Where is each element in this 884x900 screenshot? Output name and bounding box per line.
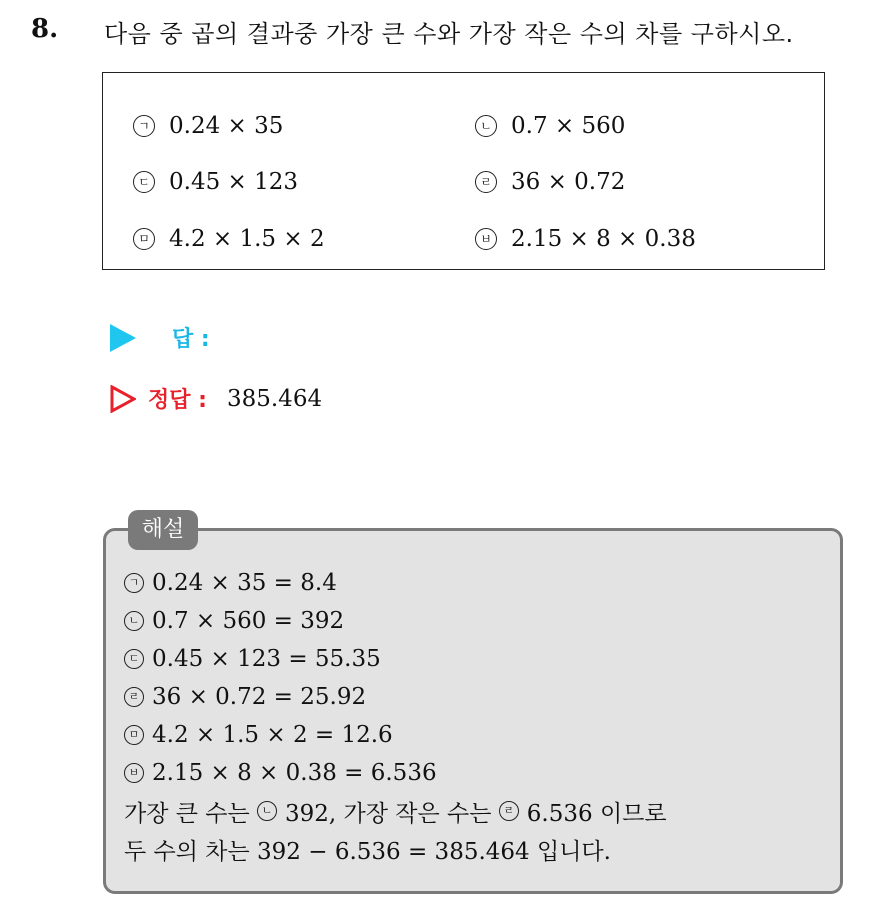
summary-text-b: 392, 가장 작은 수는 — [285, 800, 492, 827]
choice-expression: 4.2 × 1.5 × 2 — [169, 226, 325, 252]
explanation-text: 0.24 × 35 = 8.4 — [152, 570, 337, 596]
choice-mark: ㄱ — [133, 115, 155, 137]
choice-item — [475, 169, 625, 195]
explanation-mark: ㄷ — [124, 649, 144, 669]
question-number: 8. — [31, 14, 59, 44]
explanation-mark: ㅁ — [124, 725, 144, 745]
explanation-tab: 해설 — [128, 510, 198, 550]
choice-mark: ㅂ — [475, 228, 497, 250]
choice-expression: 0.45 × 123 — [169, 169, 299, 195]
explanation-mark: ㅂ — [124, 763, 144, 783]
outline-arrow-icon — [110, 385, 136, 413]
explanation-mark: ㄹ — [499, 801, 519, 821]
correct-answer-value: 385.464 — [226, 385, 323, 412]
explanation-lines — [124, 564, 667, 868]
summary-text-final: 두 수의 차는 392 − 6.536 = 385.464 입니다. — [124, 838, 611, 865]
explanation-line — [124, 564, 667, 602]
answer-label: 답 : — [172, 327, 210, 352]
explanation-summary-line — [124, 830, 667, 868]
explanation-text: 36 × 0.72 = 25.92 — [152, 684, 367, 710]
choice-mark: ㄹ — [475, 171, 497, 193]
explanation-text: 2.15 × 8 × 0.38 = 6.536 — [152, 760, 437, 786]
choice-expression: 0.7 × 560 — [511, 113, 626, 139]
choice-mark: ㄷ — [133, 171, 155, 193]
question-text: 다음 중 곱의 결과중 가장 큰 수와 가장 작은 수의 차를 구하시오. — [104, 20, 794, 48]
choice-expression: 2.15 × 8 × 0.38 — [511, 226, 696, 252]
summary-text-a: 가장 큰 수는 — [124, 800, 250, 827]
choice-item — [475, 113, 625, 139]
explanation-mark: ㄹ — [124, 687, 144, 707]
choice-item — [133, 169, 298, 195]
choice-mark: ㅁ — [133, 228, 155, 250]
choices-box — [102, 72, 825, 270]
explanation-line — [124, 678, 667, 716]
explanation-line — [124, 640, 667, 678]
choice-mark: ㄴ — [475, 115, 497, 137]
explanation-text: 4.2 × 1.5 × 2 = 12.6 — [152, 722, 393, 748]
summary-text-c: 6.536 이므로 — [526, 800, 667, 827]
explanation-line — [124, 602, 667, 640]
choice-expression: 0.24 × 35 — [169, 113, 284, 139]
explanation-mark: ㄱ — [124, 573, 144, 593]
choice-item — [133, 113, 283, 139]
play-arrow-icon — [110, 324, 136, 352]
answer-row — [110, 322, 210, 353]
correct-answer-row — [110, 383, 322, 414]
explanation-line — [124, 716, 667, 754]
explanation-summary-line — [124, 792, 667, 830]
explanation-line — [124, 754, 667, 792]
choice-item — [133, 226, 325, 252]
choice-item — [475, 226, 696, 252]
explanation-mark: ㄴ — [124, 611, 144, 631]
explanation-text: 0.45 × 123 = 55.35 — [152, 646, 381, 672]
explanation-text: 0.7 × 560 = 392 — [152, 608, 345, 634]
choice-expression: 36 × 0.72 — [511, 169, 626, 195]
correct-answer-label: 정답 : — [148, 388, 207, 413]
explanation-mark: ㄴ — [257, 801, 277, 821]
